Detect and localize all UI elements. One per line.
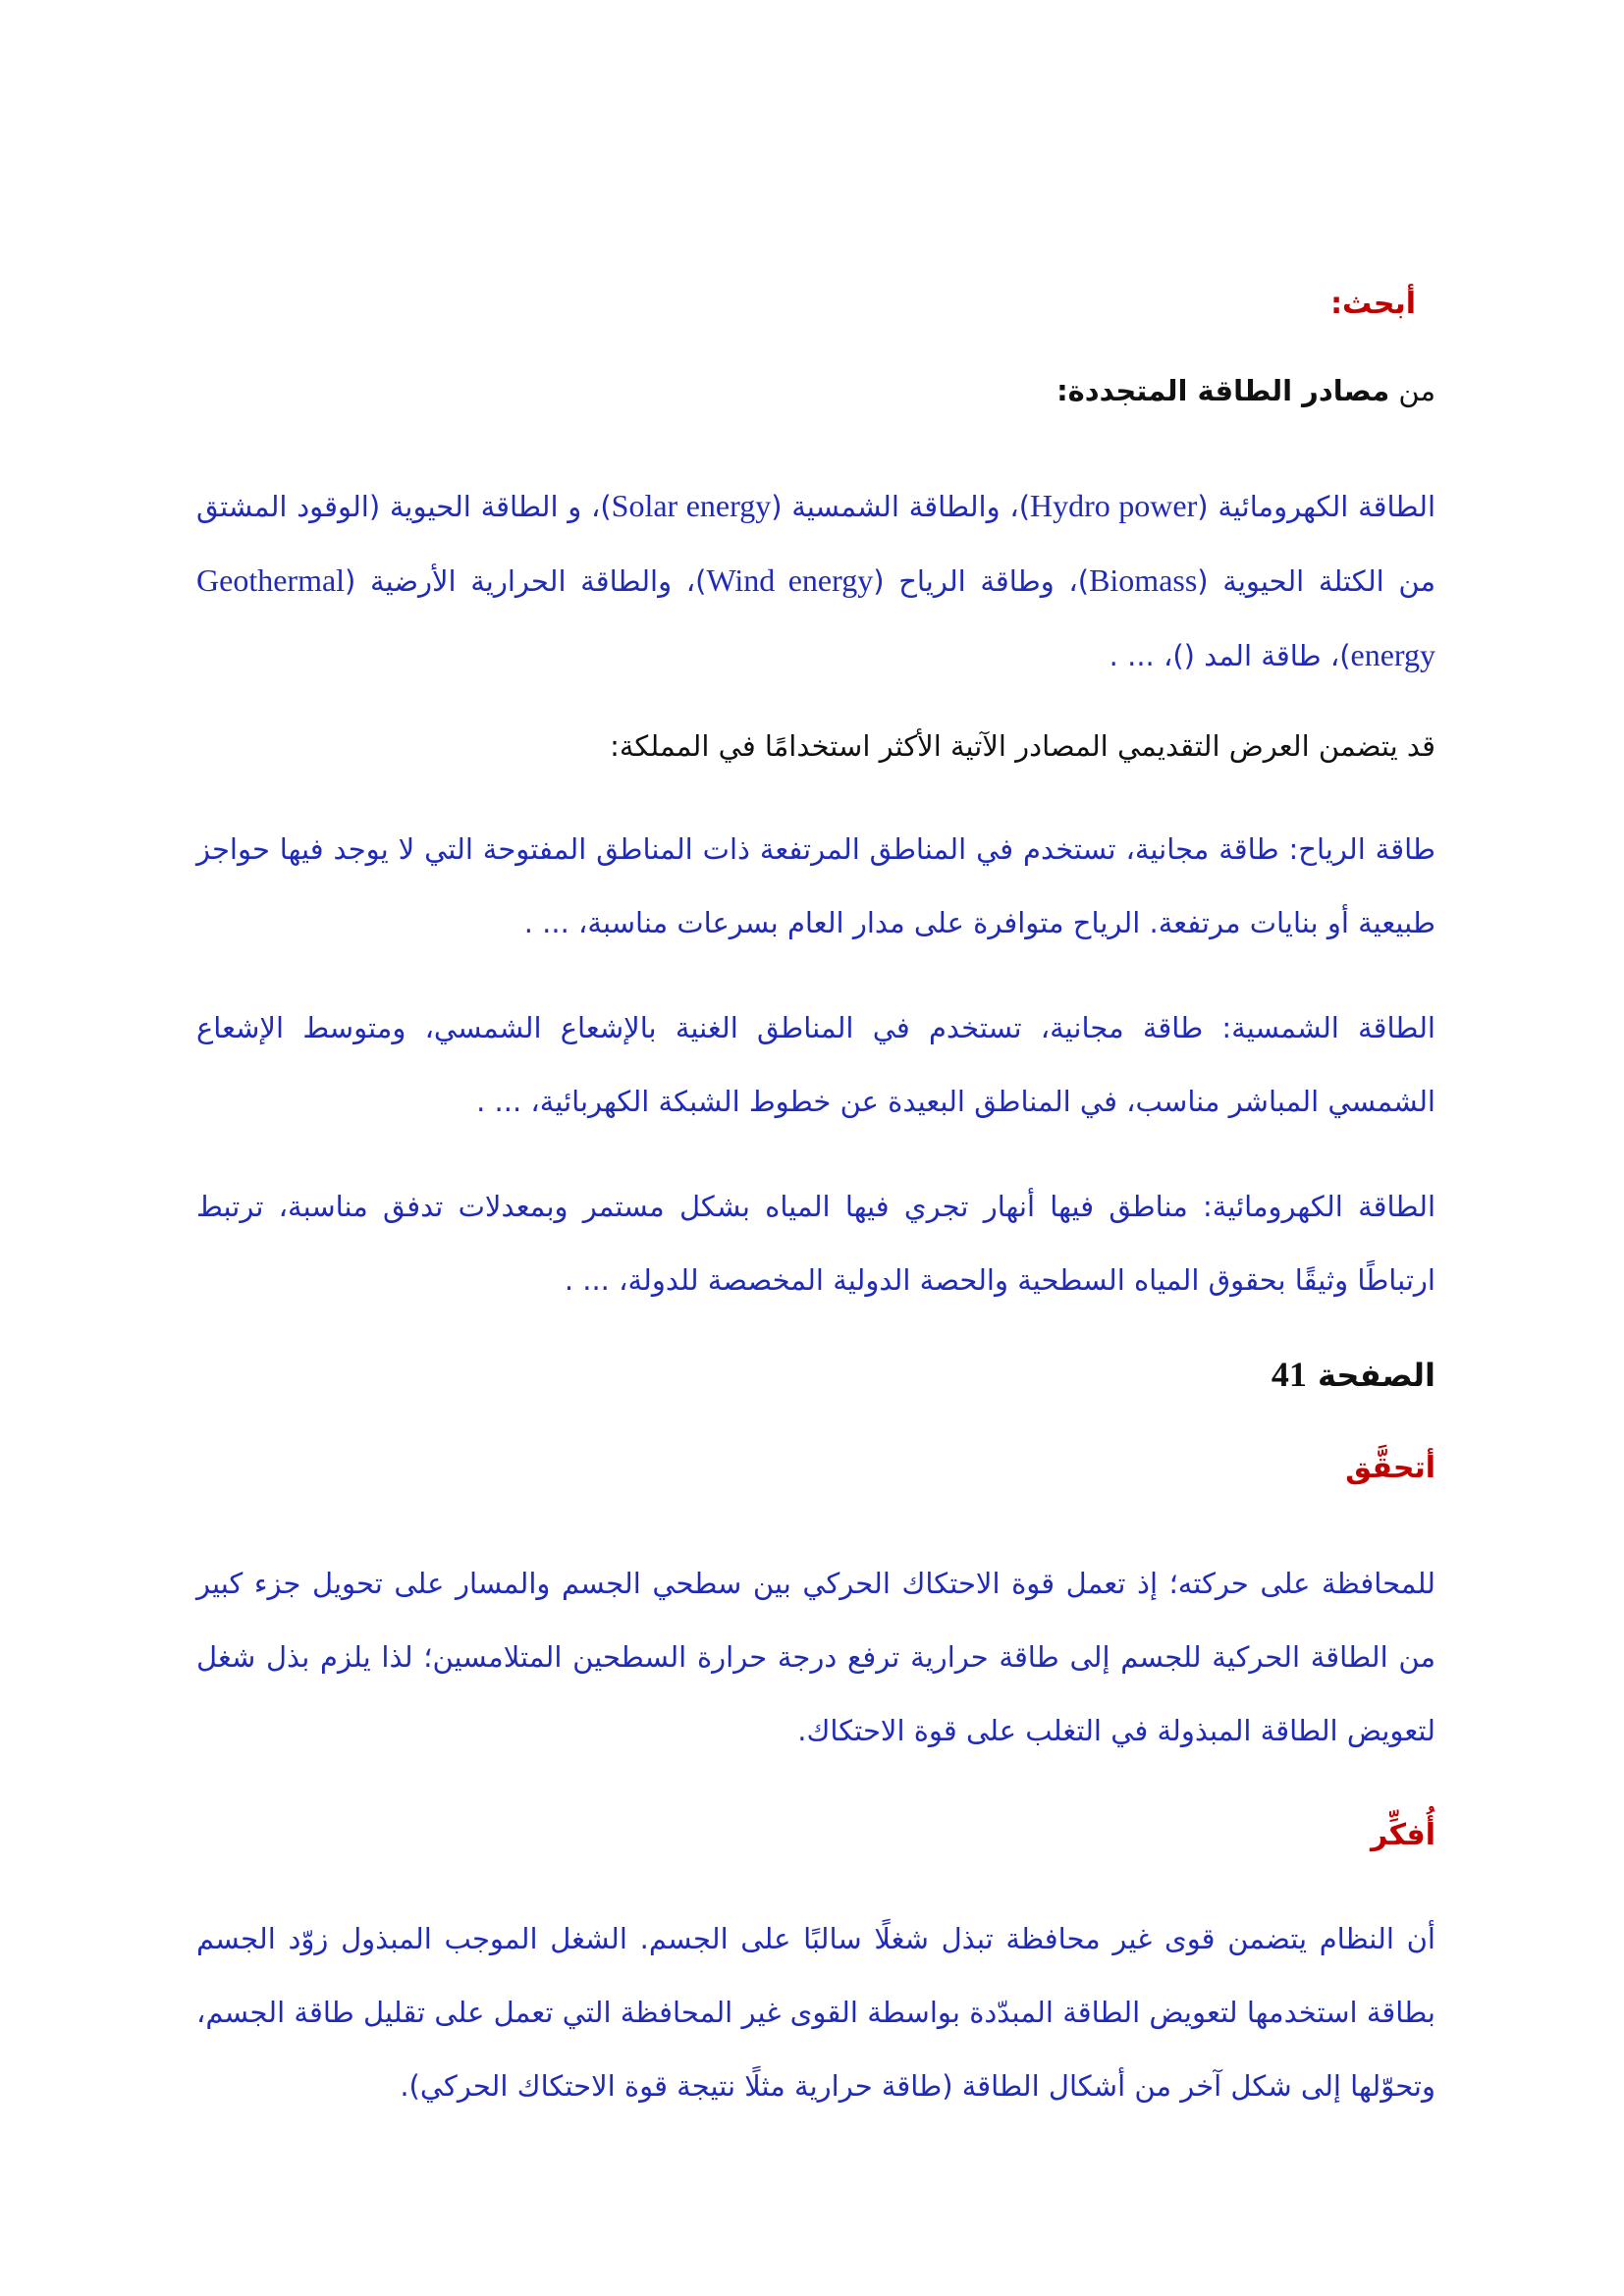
- solar-energy-paragraph: الطاقة الشمسية: طاقة مجانية، تستخدم في المناطق الغنية بالإشعاع الشمسي، ومتوسط الإشعاع الشمسي المباشر مناسب، في المناطق البعيدة عن خطوط الشبكة الكهربائية، ... .: [196, 1011, 1435, 1118]
- verify-heading: أتحقَّق: [1345, 1451, 1435, 1485]
- term-biomass: Biomass: [1089, 562, 1198, 598]
- term-geothermal-energy: Geothermal energy: [196, 562, 1435, 672]
- sources-title-prefix: من: [1389, 374, 1435, 407]
- wind-energy-paragraph: طاقة الرياح: طاقة مجانية، تستخدم في المناطق المرتفعة ذات المناطق المفتوحة التي لا يوجد فيها حواجز طبيعية أو بنايات مرتفعة. الرياح متوافرة على مدار العام بسرعات مناسبة، ... .: [196, 832, 1435, 939]
- renewable-sources-list: [196, 469, 1435, 693]
- term-wind-energy: Wind energy: [706, 562, 874, 598]
- hydro-power-paragraph: الطاقة الكهرومائية: مناطق فيها أنهار تجري فيها المياه بشكل مستمر وبمعدلات تدفق مناسبة، ترتبط ارتباطًا وثيقًا بحقوق المياه السطحية والحصة الدولية المخصصة للدولة، ... .: [196, 1190, 1435, 1297]
- sources-text-5: )، والطاقة الحرارية الأرضية (: [345, 564, 707, 598]
- page-word: الصفحة: [1317, 1357, 1435, 1394]
- sources-text-3: )، و الطاقة الحيوية (الوقود المشتق من الكتلة الحيوية (: [196, 490, 1435, 598]
- term-solar-energy: Solar energy: [611, 488, 772, 523]
- think-heading: أُفكِّر: [1370, 1818, 1435, 1852]
- research-heading: أبحث:: [1330, 287, 1416, 321]
- page-number: 41: [1271, 1355, 1307, 1394]
- think-paragraph: أن النظام يتضمن قوى غير محافظة تبذل شغلًا سالبًا على الجسم. الشغل الموجب المبذول زوّد الجسم بطاقة استخدمها لتعويض الطاقة المبدّدة بواسطة القوى غير المحافظة التي تعمل على تقليل طاقة الجسم، وتحوّلها إلى شكل آخر من أشكال الطاقة (طاقة حرارية مثلًا نتيجة قوة الاحتكاك الحركي).: [196, 1922, 1435, 2103]
- sources-text-4: )، وطاقة الرياح (: [873, 564, 1090, 598]
- term-hydro-power: Hydro power: [1030, 488, 1198, 523]
- presentation-intro: قد يتضمن العرض التقديمي المصادر الآتية الأكثر استخدامًا في المملكة:: [610, 729, 1435, 763]
- verify-paragraph: للمحافظة على حركته؛ إذ تعمل قوة الاحتكاك الحركي بين سطحي الجسم والمسار على تحويل جزء كبير من الطاقة الحركية للجسم إلى طاقة حرارية ترفع درجة حرارة السطحين المتلامسين؛ لذا يلزم بذل شغل لتعويض الطاقة المبذولة في التغلب على قوة الاحتكاك.: [196, 1567, 1435, 1747]
- page-number-label: [196, 1355, 1435, 1395]
- sources-title-bold: مصادر الطاقة المتجددة:: [1056, 374, 1390, 407]
- sources-text-2: )، والطاقة الشمسية (: [771, 490, 1031, 523]
- sources-text-6: )، طاقة المد ()، ... .: [1109, 639, 1351, 672]
- renewable-sources-title: [196, 371, 1435, 410]
- sources-text-1: الطاقة الكهرومائية (: [1197, 490, 1436, 523]
